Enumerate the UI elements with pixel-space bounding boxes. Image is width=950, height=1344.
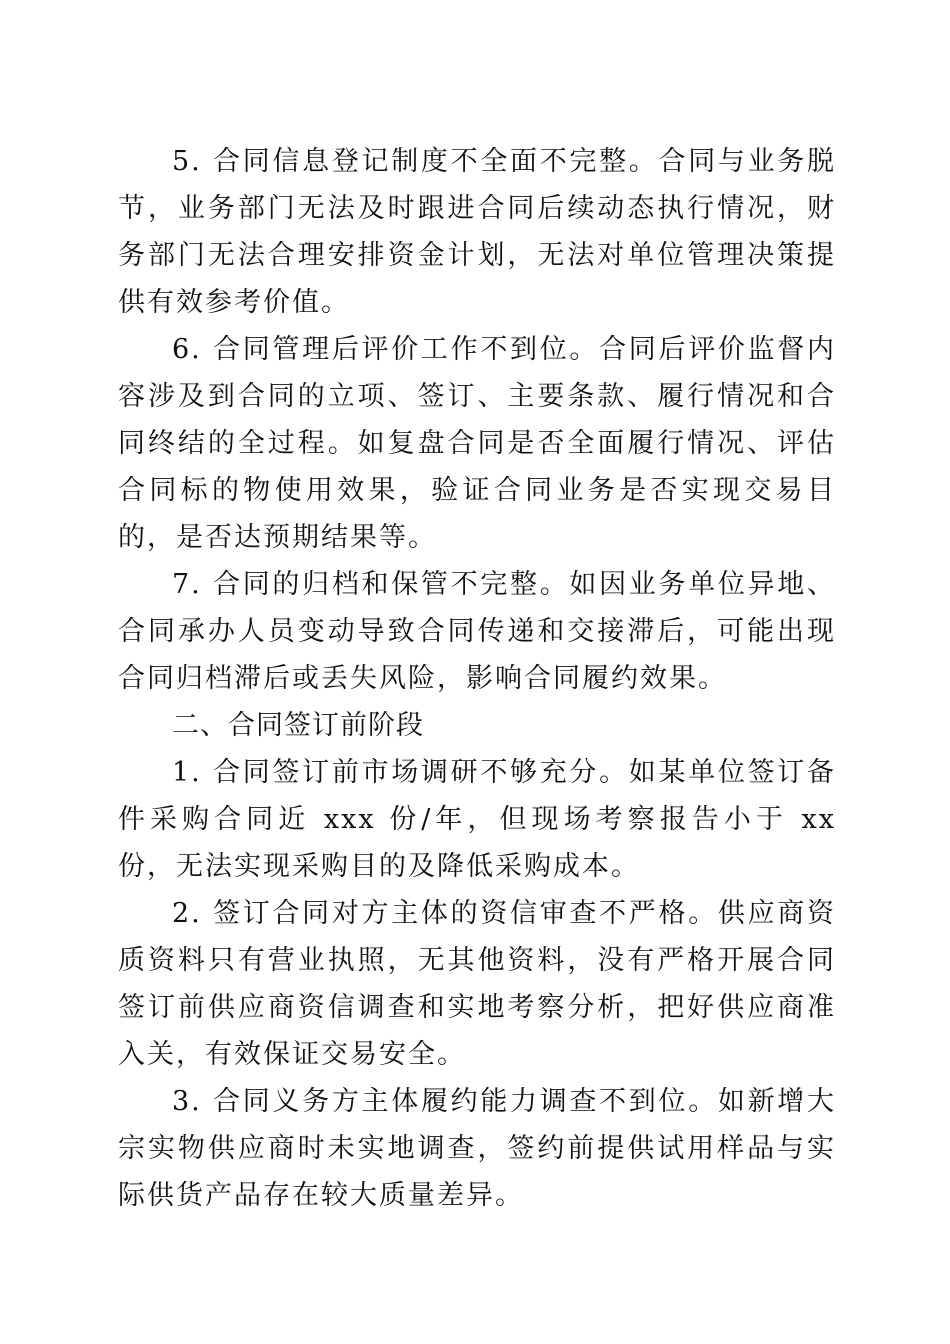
- paragraph-item-6: 6. 合同管理后评价工作不到位。合同后评价监督内容涉及到合同的立项、签订、主要条款、履行情况和合同终结的全过程。如复盘合同是否全面履行情况、评估合同标的物使用效果，验证合同业务是否实现交易目的，是否达预期结果等。: [118, 334, 836, 553]
- paragraph-item-1: 1. 合同签订前市场调研不够充分。如某单位签订备件采购合同近 xxx 份/年，但现场考察报告小于 xx 份，无法实现采购目的及降低采购成本。: [118, 757, 836, 882]
- section-heading: 二、合同签订前阶段: [172, 710, 424, 741]
- paragraph-item-3: 3. 合同义务方主体履约能力调查不到位。如新增大宗实物供应商时未实地调查，签约前提供试用样品与实际供货产品存在较大质量差异。: [118, 1086, 836, 1211]
- paragraph-item-5: 5. 合同信息登记制度不全面不完整。合同与业务脱节，业务部门无法及时跟进合同后续动态执行情况，财务部门无法合理安排资金计划，无法对单位管理决策提供有效参考价值。: [118, 146, 836, 318]
- paragraph-item-2: 2. 签订合同对方主体的资信审查不严格。供应商资质资料只有营业执照，无其他资料，没有严格开展合同签订前供应商资信调查和实地考察分析，把好供应商准入关，有效保证交易安全。: [118, 898, 836, 1070]
- paragraph-item-7: 7. 合同的归档和保管不完整。如因业务单位异地、合同承办人员变动导致合同传递和交接滞后，可能出现合同归档滞后或丢失风险，影响合同履约效果。: [118, 569, 836, 694]
- document-body: [118, 138, 836, 1219]
